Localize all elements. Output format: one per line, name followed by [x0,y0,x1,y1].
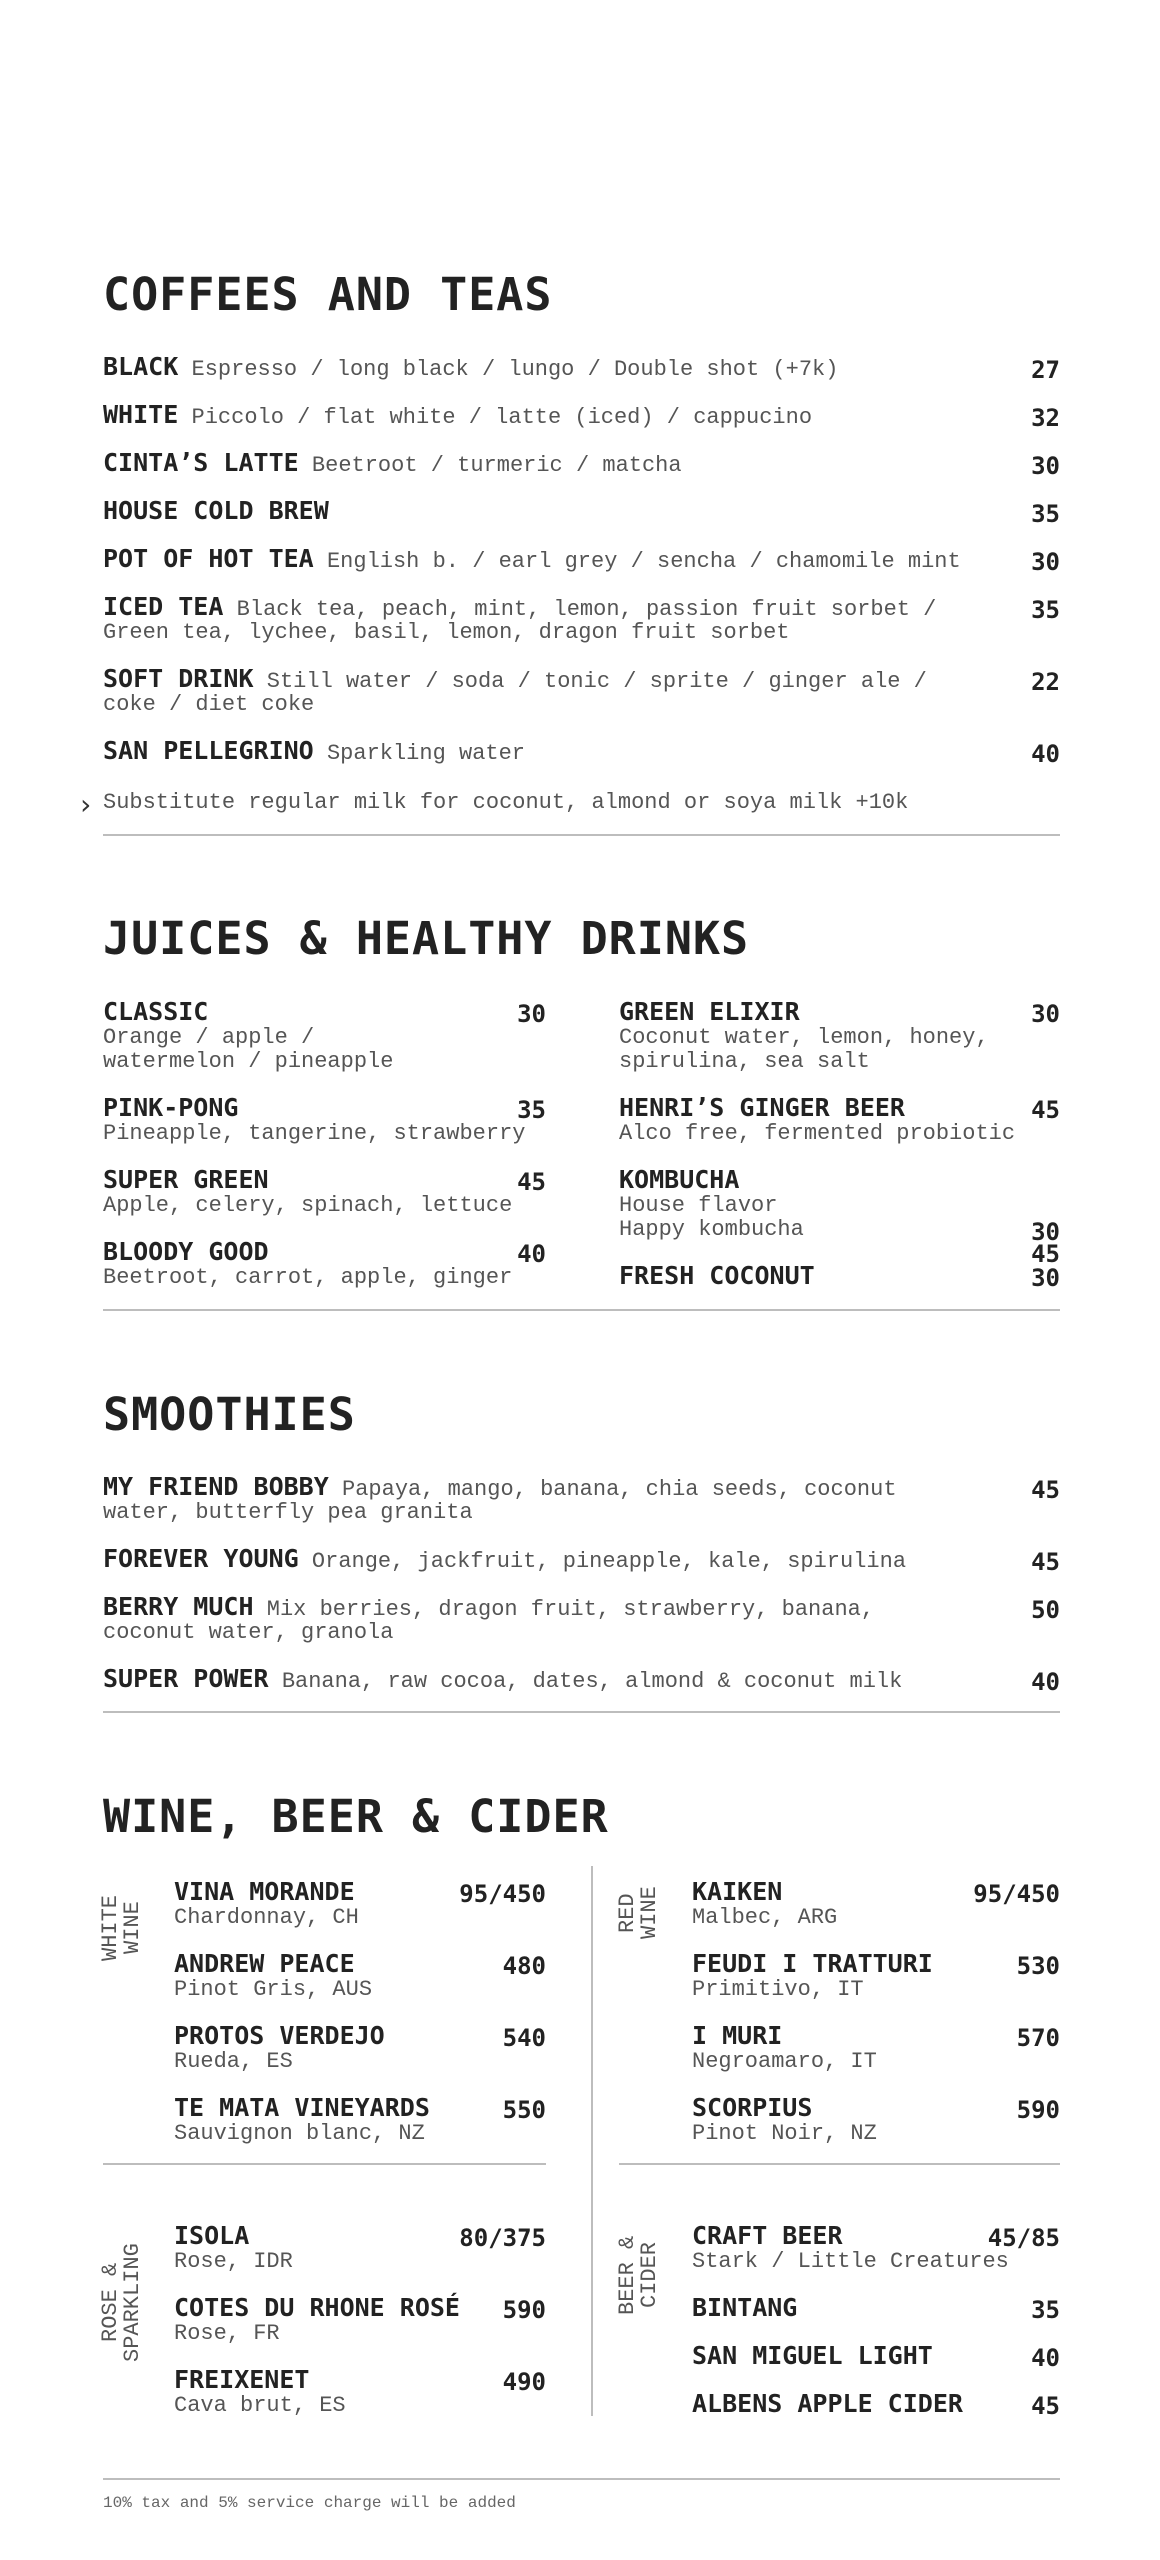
item-description: Orange / apple / [103,1025,315,1050]
menu-item [174,2294,546,2346]
divider [103,2163,546,2165]
item-price: 30 [1031,1218,1060,1246]
item-description: Pinot Noir, NZ [692,2121,877,2146]
item-price: 50 [1031,1596,1060,1624]
section-title: WINE, BEER & CIDER [103,1790,609,1843]
rose-sparkling-label: ROSE & SPARKLING [98,2243,145,2362]
item-price: 30 [1031,548,1060,576]
menu-item [103,496,1060,528]
footer [103,2492,1060,2512]
item-price: 32 [1031,404,1060,432]
item-price: 30 [517,1000,546,1028]
item-name: FOREVER YOUNG [103,1544,299,1573]
item-description: Mix berries, dragon fruit, strawberry, banana, [266,1597,875,1622]
item-description: Piccolo / flat white / latte (iced) / cappucino [191,405,813,430]
item-name: TE MATA VINEYARDS [174,2093,430,2122]
menu-item [174,2222,546,2274]
item-description: Beetroot / turmeric / matcha [311,453,682,478]
menu-item-line [103,450,1060,478]
item-name: ICED TEA [103,592,224,621]
menu-item-line [103,1594,1060,1622]
item-description: Coconut water, lemon, honey, [619,1025,989,1050]
item-price: 22 [1031,668,1060,696]
item-price: 45 [1031,1476,1060,1504]
menu-item-line [103,594,1060,622]
item-price: 35 [1031,2296,1060,2324]
item-name: SAN PELLEGRINO [103,736,314,765]
item-description: Banana, raw cocoa, dates, almond & coconut milk [281,1669,903,1694]
item-price: 35 [517,1096,546,1124]
menu-item [692,1878,1060,1930]
item-name: ALBENS APPLE CIDER [692,2389,963,2418]
menu-item [103,354,1060,382]
item-price: 35 [1031,596,1060,624]
menu-item [103,1666,1060,1694]
menu-item-line [103,1666,1060,1694]
menu-item-line [103,546,1060,574]
item-description: Pinot Gris, AUS [174,1977,373,2002]
item-name: BLOODY GOOD [103,1237,269,1266]
item-name: ANDREW PEACE [174,1949,355,1978]
item-name: HENRI’S GINGER BEER [619,1093,905,1122]
item-name: SUPER POWER [103,1664,269,1693]
menu-item-line [103,1546,1060,1574]
item-price: 30 [1031,452,1060,480]
menu-item [619,998,1060,1074]
menu-item [692,2294,1060,2322]
smoothies-section [103,1388,1060,1441]
item-description-continued: Happy kombucha [619,1217,804,1242]
section-title: JUICES & HEALTHY DRINKS [103,912,750,965]
menu-item [174,2022,546,2074]
item-price: 27 [1031,356,1060,384]
item-name: CRAFT BEER [692,2221,843,2250]
item-name: SAN MIGUEL LIGHT [692,2341,933,2370]
section-title: COFFEES AND TEAS [103,268,553,321]
juices-section [103,912,1060,965]
item-description: Primitivo, IT [692,1977,864,2002]
item-name: I MURI [692,2021,783,2050]
menu-item [619,1165,1060,1268]
item-name: BLACK [103,352,179,381]
item-description: House flavor [619,1193,778,1218]
item-price: 40 [517,1240,546,1268]
item-description-continued: coconut water, granola [103,1620,394,1645]
divider [103,2478,1060,2480]
item-description: Rose, FR [174,2321,280,2346]
item-description: Cava brut, ES [174,2393,346,2418]
menu-item [103,1474,1060,1524]
menu-item-line [103,738,1060,766]
menu-item [103,1094,546,1146]
item-description-continued: Green tea, lychee, basil, lemon, dragon fruit sorbet [103,620,790,645]
menu-item [103,546,1060,574]
menu-item [103,998,546,1074]
item-name: CINTA’S LATTE [103,448,299,477]
item-name: GREEN ELIXIR [619,997,800,1026]
milk-note [77,788,1060,821]
item-price: 490 [502,2368,546,2396]
item-price: 95/450 [973,1880,1060,1908]
item-name: PINK-PONG [103,1093,239,1122]
item-name: COTES DU RHONE ROSÉ [174,2293,460,2322]
column-divider [591,1866,593,2416]
menu-item [103,450,1060,478]
item-description: English b. / earl grey / sencha / chamomile mint [326,549,961,574]
item-name: WHITE [103,400,179,429]
menu-item [692,2342,1060,2370]
item-name: CLASSIC [103,997,209,1026]
item-price: 80/375 [459,2224,546,2252]
beer-cider-label: BEER & CIDER [615,2235,662,2315]
item-price: 550 [502,2096,546,2124]
item-description: Pineapple, tangerine, strawberry [103,1121,526,1146]
item-description: Black tea, peach, mint, lemon, passion fruit sorbet / [236,597,937,622]
item-price: 540 [502,2024,546,2052]
item-name: SCORPIUS [692,2093,813,2122]
wine-section [103,1790,1060,1843]
chevron-right-icon: › [77,788,94,821]
item-price: 480 [502,1952,546,1980]
menu-item [619,1262,1060,1290]
item-price: 35 [1031,500,1060,528]
item-price: 45 [517,1168,546,1196]
item-description-continued: spirulina, sea salt [619,1049,870,1074]
menu-item [103,402,1060,430]
item-description: Beetroot, carrot, apple, ginger [103,1265,513,1290]
item-description: Negroamaro, IT [692,2049,877,2074]
item-name: KAIKEN [692,1877,783,1906]
item-price: 45 [1031,1548,1060,1576]
menu-item [103,1238,546,1290]
item-name: FEUDI I TRATTURI [692,1949,933,1978]
menu-item [174,1950,546,2002]
item-description: Chardonnay, CH [174,1905,359,1930]
item-price-alt: 45 [1031,1240,1060,1268]
item-description: Sparkling water [326,741,526,766]
menu-item [103,1594,1060,1644]
menu-item [692,2022,1060,2074]
item-description: Rose, IDR [174,2249,293,2274]
item-name: ISOLA [174,2221,250,2250]
menu-item [103,1546,1060,1574]
item-price: 40 [1031,1668,1060,1696]
item-name: SUPER GREEN [103,1165,269,1194]
menu-item [692,2094,1060,2146]
menu-item [103,1166,546,1218]
item-price: 45/85 [987,2224,1060,2252]
item-name: POT OF HOT TEA [103,544,314,573]
item-name: PROTOS VERDEJO [174,2021,385,2050]
item-name: SOFT DRINK [103,664,254,693]
item-name: FREIXENET [174,2365,310,2394]
footer-note: 10% tax and 5% service charge will be added [103,2494,516,2512]
item-name: MY FRIEND BOBBY [103,1472,329,1501]
menu-item [619,1094,1060,1146]
item-price: 40 [1031,740,1060,768]
item-price: 590 [502,2296,546,2324]
item-price: 40 [1031,2344,1060,2372]
divider [103,1309,1060,1311]
item-description-continued: coke / diet coke [103,692,315,717]
menu-item-line [103,354,1060,382]
menu-item [692,1950,1060,2002]
item-description: Espresso / long black / lungo / Double shot (+7k) [191,357,839,382]
item-price: 570 [1016,2024,1060,2052]
menu-item [103,738,1060,766]
item-price: 30 [1031,1264,1060,1292]
item-description: Sauvignon blanc, NZ [174,2121,425,2146]
divider [103,1711,1060,1713]
menu-item [103,666,1060,716]
item-name: VINA MORANDE [174,1877,355,1906]
item-description: Still water / soda / tonic / sprite / ginger ale / [266,669,927,694]
menu-item [174,2366,546,2418]
item-description-continued: water, butterfly pea granita [103,1500,473,1525]
menu-item-line [103,1474,1060,1502]
item-name: FRESH COCONUT [619,1261,815,1290]
item-name: HOUSE COLD BREW [103,496,329,525]
divider [103,834,1060,836]
coffees-section [103,268,1060,321]
menu-item [692,2390,1060,2418]
item-description: Rueda, ES [174,2049,293,2074]
item-description-continued: watermelon / pineapple [103,1049,394,1074]
item-description: Alco free, fermented probiotic [619,1121,1016,1146]
item-price: 590 [1016,2096,1060,2124]
milk-note-text: Substitute regular milk for coconut, almond or soya milk +10k [103,790,909,815]
item-name: BERRY MUCH [103,1592,254,1621]
white-wine-label: WHITE WINE [98,1895,145,1962]
item-name: KOMBUCHA [619,1165,740,1194]
item-description: Malbec, ARG [692,1905,838,1930]
item-price: 30 [1031,1000,1060,1028]
item-price: 45 [1031,2392,1060,2420]
item-price: 45 [1031,1096,1060,1124]
menu-item [103,594,1060,644]
item-price: 530 [1016,1952,1060,1980]
menu-item-line [103,498,1060,525]
menu-item [692,2222,1060,2274]
menu-item [174,2094,546,2146]
menu-item [174,1878,546,1930]
item-name: BINTANG [692,2293,798,2322]
item-description: Apple, celery, spinach, lettuce [103,1193,513,1218]
divider [619,2163,1060,2165]
item-description: Papaya, mango, banana, chia seeds, coconut [342,1477,897,1502]
menu-item-line [103,402,1060,430]
red-wine-label: RED WINE [615,1886,662,1940]
section-title: SMOOTHIES [103,1388,356,1441]
item-description: Orange, jackfruit, pineapple, kale, spirulina [311,1549,907,1574]
item-description: Stark / Little Creatures [692,2249,1009,2274]
item-price: 95/450 [459,1880,546,1908]
menu-item-line [103,666,1060,694]
